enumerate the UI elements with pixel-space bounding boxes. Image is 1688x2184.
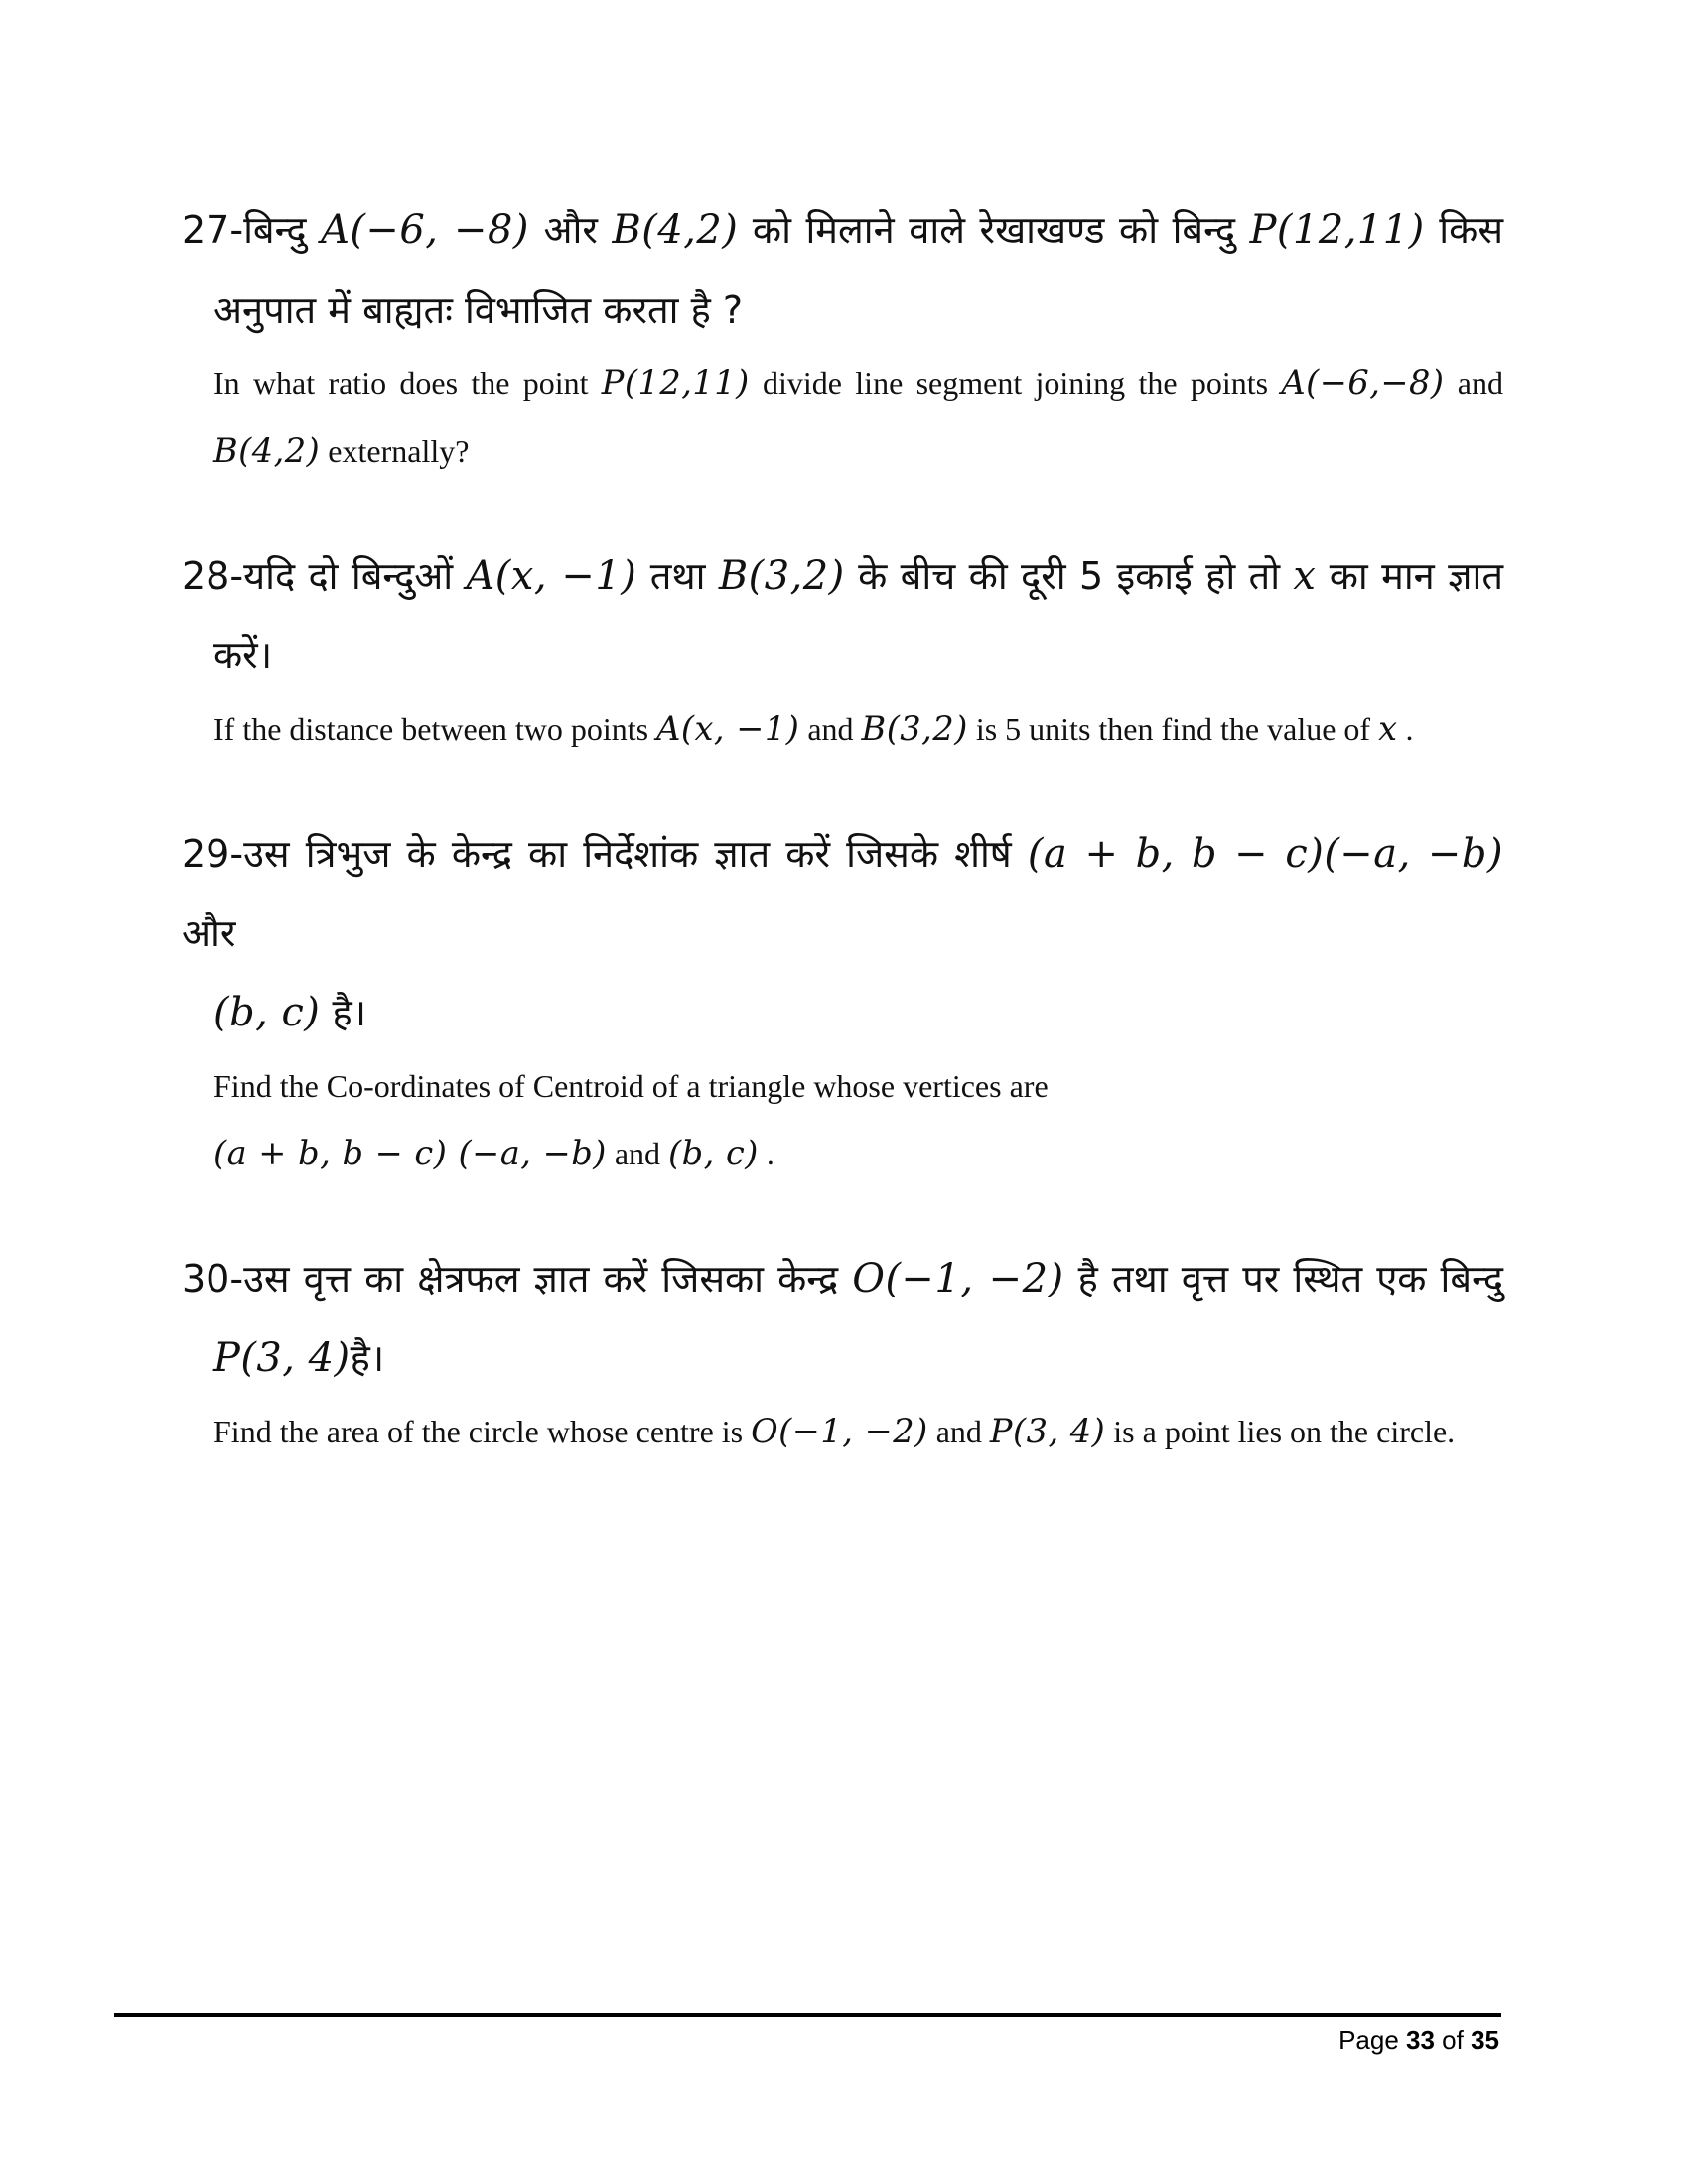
text-run: और <box>528 208 613 252</box>
math-expression: (a + b, b − c) (−a, −b) <box>213 1134 607 1172</box>
math-expression: O(−1, −2) <box>751 1412 928 1450</box>
text-run: करें। <box>213 633 273 677</box>
text-run: divide line segment joining the points <box>749 365 1282 401</box>
text-run: का मान ज्ञात <box>1316 554 1503 598</box>
text-run: . <box>758 1136 774 1171</box>
math-expression: A(x, −1) <box>656 709 800 748</box>
question-29-line <box>213 973 1503 1052</box>
question-28-line <box>213 695 1503 762</box>
text-run: and <box>1444 365 1504 401</box>
math-expression: P(12,11) <box>1249 207 1425 253</box>
page-number: 33 <box>1406 2025 1435 2055</box>
text-run: अनुपात में बाह्यतः विभाजित करता है ? <box>213 288 743 332</box>
text-run: 29-उस त्रिभुज के केन्द्र का निर्देशांक ज्ञात करें जिसके शीर्ष <box>182 832 1028 876</box>
math-expression: A(−6, −8) <box>321 207 529 253</box>
question-28 <box>0 536 1688 762</box>
text-run: 30-उस वृत्त का क्षेत्रफल ज्ञात करें जिसका केन्द्र <box>182 1257 853 1300</box>
text-run: and <box>927 1414 990 1449</box>
page-label-text: Page <box>1338 2025 1407 2055</box>
footer-page-label <box>1338 2025 1499 2056</box>
math-expression: B(4,2) <box>213 431 321 470</box>
text-run: के बीच की दूरी 5 इकाई हो तो <box>844 554 1294 598</box>
text-run: है तथा वृत्त पर स्थित एक बिन्दु <box>1063 1257 1504 1300</box>
math-expression: A(x, −1) <box>466 553 637 599</box>
question-28-line <box>213 615 1503 695</box>
question-29-line <box>213 1120 1503 1187</box>
text-run: तथा <box>636 554 719 598</box>
text-run: है। <box>350 1336 385 1380</box>
questions <box>0 191 1688 1517</box>
text-run: 27-बिन्दु <box>182 208 322 252</box>
question-28-line <box>182 536 1503 615</box>
math-expression: P(3, 4) <box>989 1412 1106 1450</box>
math-expression: B(3,2) <box>718 553 845 599</box>
math-expression: P(3, 4) <box>213 1335 351 1381</box>
text-run: is 5 units then find the value of <box>967 711 1379 747</box>
math-expression: A(−6,−8) <box>1281 363 1445 402</box>
text-run: Find the Co-ordinates of Centroid of a triangle whose vertices are <box>213 1068 1049 1104</box>
text-run: Find the area of the circle whose centre is <box>213 1414 752 1449</box>
text-run: और <box>182 911 236 955</box>
math-expression: x <box>1293 553 1317 599</box>
text-run: किस <box>1424 208 1504 252</box>
question-27-line <box>182 191 1503 270</box>
question-30-line <box>213 1398 1503 1465</box>
text-run: को मिलाने वाले रेखाखण्ड को बिन्दु <box>738 208 1250 252</box>
math-expression: B(4,2) <box>612 207 739 253</box>
question-29 <box>0 814 1688 1187</box>
math-expression: O(−1, −2) <box>852 1256 1064 1301</box>
text-run: 28-यदि दो बिन्दुओं <box>182 554 467 598</box>
math-expression: (a + b, b − c)(−a, −b) <box>1027 831 1504 877</box>
text-run: If the distance between two points <box>213 711 657 747</box>
text-run: externally? <box>320 433 470 469</box>
math-expression: P(12,11) <box>601 363 750 402</box>
math-expression: (b, c) <box>213 990 321 1035</box>
math-expression: x <box>1378 709 1398 748</box>
question-30-line <box>182 1239 1503 1318</box>
question-30 <box>0 1239 1688 1465</box>
text-run: and <box>799 711 862 747</box>
question-30-line <box>213 1318 1503 1398</box>
text-run: is a point lies on the circle. <box>1105 1414 1456 1449</box>
question-29-line <box>213 1052 1503 1120</box>
question-27-line <box>213 270 1503 349</box>
text-run: and <box>606 1136 669 1171</box>
page-label-text: of <box>1434 2025 1472 2055</box>
footer-divider <box>114 2013 1501 2017</box>
question-29-line <box>182 814 1503 973</box>
question-27-line <box>213 349 1503 417</box>
page-number: 35 <box>1471 2025 1499 2055</box>
question-27 <box>0 191 1688 484</box>
text-run: है। <box>320 991 367 1034</box>
question-27-line <box>213 417 1503 484</box>
text-run: In what ratio does the point <box>213 365 602 401</box>
math-expression: (b, c) <box>668 1134 759 1172</box>
text-run: . <box>1397 711 1414 747</box>
math-expression: B(3,2) <box>861 709 968 748</box>
